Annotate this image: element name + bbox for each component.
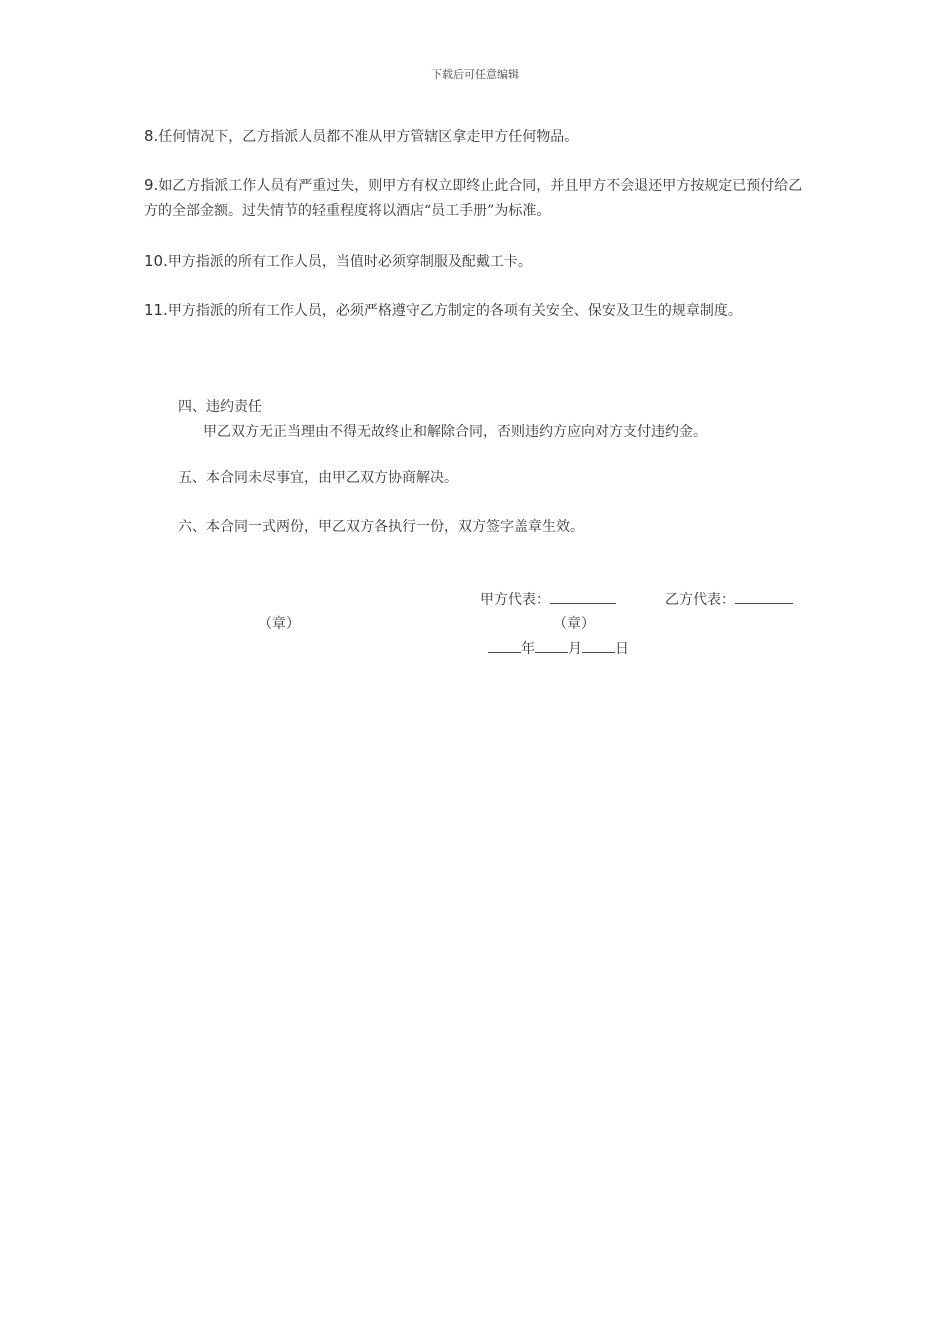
month-label: 月 [568,641,582,657]
month-blank [535,638,568,653]
day-blank [582,638,615,653]
party-a-label: 甲方代表： [480,592,550,608]
clause-8 [144,124,809,150]
section-6: 六、本合同一式两份，甲乙双方各执行一份，双方签字盖章生效。 [178,519,584,535]
party-b-signature [665,588,793,613]
clause-text: 甲方指派的所有工作人员，当值时必须穿制服及配戴工卡。 [167,254,532,270]
clause-text: 任何情况下，乙方指派人员都不准从甲方管辖区拿走甲方任何物品。 [158,129,579,145]
clause-10 [144,249,809,275]
clause-number: 11. [144,301,168,319]
section-4-body: 甲乙双方无正当理由不得无故终止和解除合同，否则违约方应向对方支付违约金。 [203,424,707,440]
clause-text: 甲方指派的所有工作人员，必须严格遵守乙方制定的各项有关安全、保安及卫生的规章制度。 [167,303,742,319]
year-blank [488,638,521,653]
party-a-signature [480,588,616,613]
clause-9 [144,173,809,224]
section-5: 五、本合同未尽事宜，由甲乙双方协商解决。 [178,470,458,486]
section-4-title: 四、违约责任 [178,399,262,415]
clause-number: 8. [144,127,159,145]
date-line [488,637,629,662]
seal-a: （章） [258,616,300,632]
seal-b: （章） [553,616,595,632]
year-label: 年 [521,641,535,657]
party-b-label: 乙方代表： [665,592,735,608]
party-b-blank [735,589,793,604]
clause-number: 9. [144,176,159,194]
party-a-blank [550,589,616,604]
page-header-note: 下载后可任意编辑 [431,68,519,81]
clause-number: 10. [144,252,168,270]
clause-11 [144,298,809,324]
clause-text: 如乙方指派工作人员有严重过失，则甲方有权立即终止此合同，并且甲方不会退还甲方按规定已预付给乙方的全部金额。过失情节的轻重程度将以酒店“员工手册”为标准。 [144,178,803,219]
day-label: 日 [615,641,629,657]
